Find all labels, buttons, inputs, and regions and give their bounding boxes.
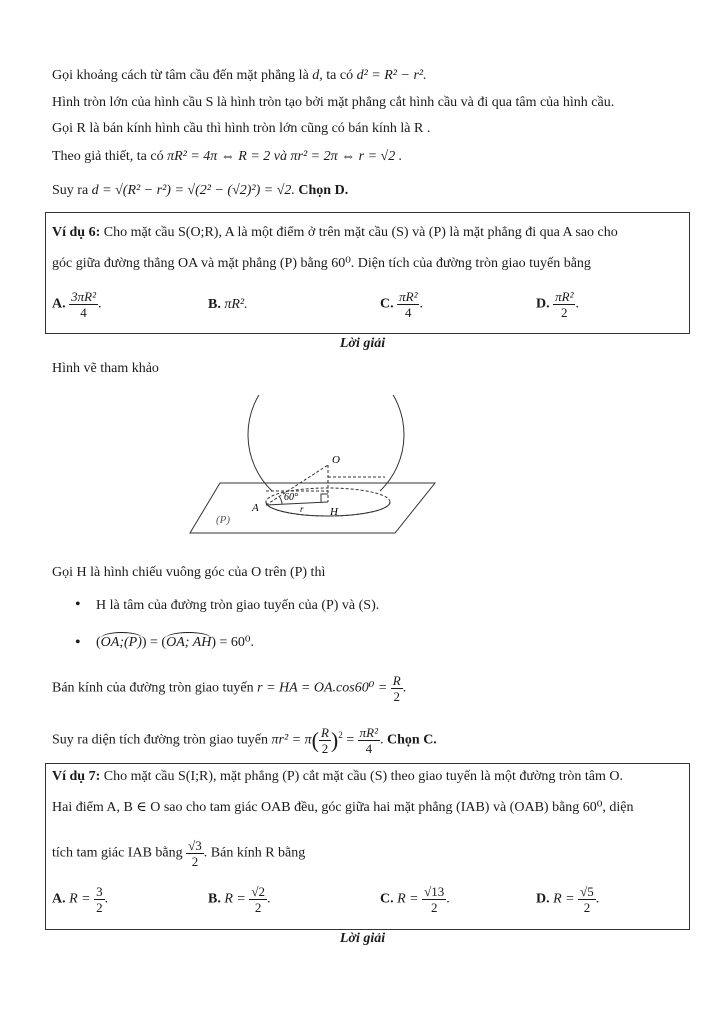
example7-option-c[interactable]: C. R = $\frac{√13}{2}$ . <box>380 884 450 915</box>
conclusion-c: Chọn C. <box>387 732 437 748</box>
example6-option-c[interactable]: C. $\frac{\text{πR²}}{4}$ . <box>380 289 423 320</box>
example7-option-d[interactable]: D. R = $\frac{√5}{2}$ . <box>536 884 600 915</box>
example6-option-b[interactable]: B. πR². <box>208 297 248 312</box>
para1-line3: Gọi R là bán kính hình cầu thì hình tròn lớn cũng có bán kính là R . <box>52 121 431 136</box>
sphere-plane-figure <box>180 395 450 540</box>
label-o: O <box>332 454 340 466</box>
example6-option-a[interactable]: A. $\frac{\text{3πR²}}{4}$ . <box>52 289 102 320</box>
solution6-bullet1: H là tâm của đường tròn giao tuyến của (P) và (S). <box>96 598 380 613</box>
label-angle: 60° <box>284 492 298 503</box>
solution6-line3: Suy ra diện tích đường tròn giao tuyến πr² = π( $\frac{R}{2}$ )$^2$ = $\frac{\text{πR²}}{4}$ . Chọn C. <box>52 725 437 756</box>
solution6-line1: Gọi H là hình chiếu vuông góc của O trên (P) thì <box>52 565 326 580</box>
example6-q-line2: góc giữa đường thẳng OA và mặt phẳng (P) bằng 60⁰. Diện tích của đường tròn giao tuyến bằng <box>52 256 591 271</box>
solution6-line2: Bán kính của đường tròn giao tuyến r = HA = OA.cos60⁰ = $\frac{R}{2}$ . <box>52 673 407 704</box>
label-r: r <box>300 504 304 514</box>
para1-line1: Gọi khoảng cách từ tâm cầu đến mặt phẳng là d, ta có d² = R² − r². <box>52 68 427 83</box>
para1-line5: Suy ra d = √(R² − r²) = √(2² − (√2)²) = √2. Chọn D. <box>52 183 349 198</box>
formula-d-value: d = √(R² − r²) = √(2² − (√2)²) = √2. <box>91 183 295 198</box>
para1-line2: Hình tròn lớn của hình cầu S là hình tròn tạo bởi mặt phẳng cắt hình cầu và đi qua tâm của hình cầu. <box>52 95 615 110</box>
example6-option-d[interactable]: D. $\frac{\text{πR²}}{2}$ . <box>536 289 579 320</box>
solution6-bullet2: (OA;(P)) = (OA; AH) = 60⁰. <box>96 632 254 652</box>
example6-q-line1: Ví dụ 6: Cho mặt cầu S(O;R), A là một điểm ở trên mặt cầu (S) và (P) là mặt phẳng đi qua A sao cho <box>52 225 618 240</box>
para1-line4: Theo giả thiết, ta có πR² = 4π ⇔ R = 2 và πr² = 2π ⇔ r = √2 . <box>52 149 403 164</box>
bullet-1-icon: • <box>75 596 81 613</box>
conclusion-d: Chọn D. <box>298 183 349 198</box>
example7-option-b[interactable]: B. R = $\frac{√2}{2}$ . <box>208 884 271 915</box>
bullet-2-icon: • <box>75 634 81 651</box>
reference-figure-label: Hình vẽ tham khảo <box>52 361 159 376</box>
label-plane-p: (P) <box>216 514 231 526</box>
label-h: H <box>330 506 338 518</box>
label-a: A <box>252 502 259 514</box>
formula-d-squared: d² = R² − r². <box>356 68 427 83</box>
example7-option-a[interactable]: A. R = $\frac{3}{2}$ . <box>52 884 109 915</box>
formula-given: πR² = 4π ⇔ R = 2 và πr² = 2π ⇔ r = √2 . <box>167 149 403 164</box>
example7-q-line1: Ví dụ 7: Cho mặt cầu S(I;R), mặt phẳng (P) cắt mặt cầu (S) theo giao tuyến là một đường tròn tâm O. <box>52 769 623 784</box>
right-angle-mark <box>321 494 328 502</box>
solution7-title: Lời giải <box>339 931 386 946</box>
solution6-title: Lời giải <box>339 336 386 351</box>
example7-q-line2: Hai điểm A, B ∈ O sao cho tam giác OAB đều, góc giữa hai mặt phẳng (IAB) và (OAB) bằng 60⁰, diện <box>52 800 634 815</box>
example7-q-line3: tích tam giác IAB bằng $\frac{√3}{2}$ . Bán kính R bằng <box>52 838 306 869</box>
